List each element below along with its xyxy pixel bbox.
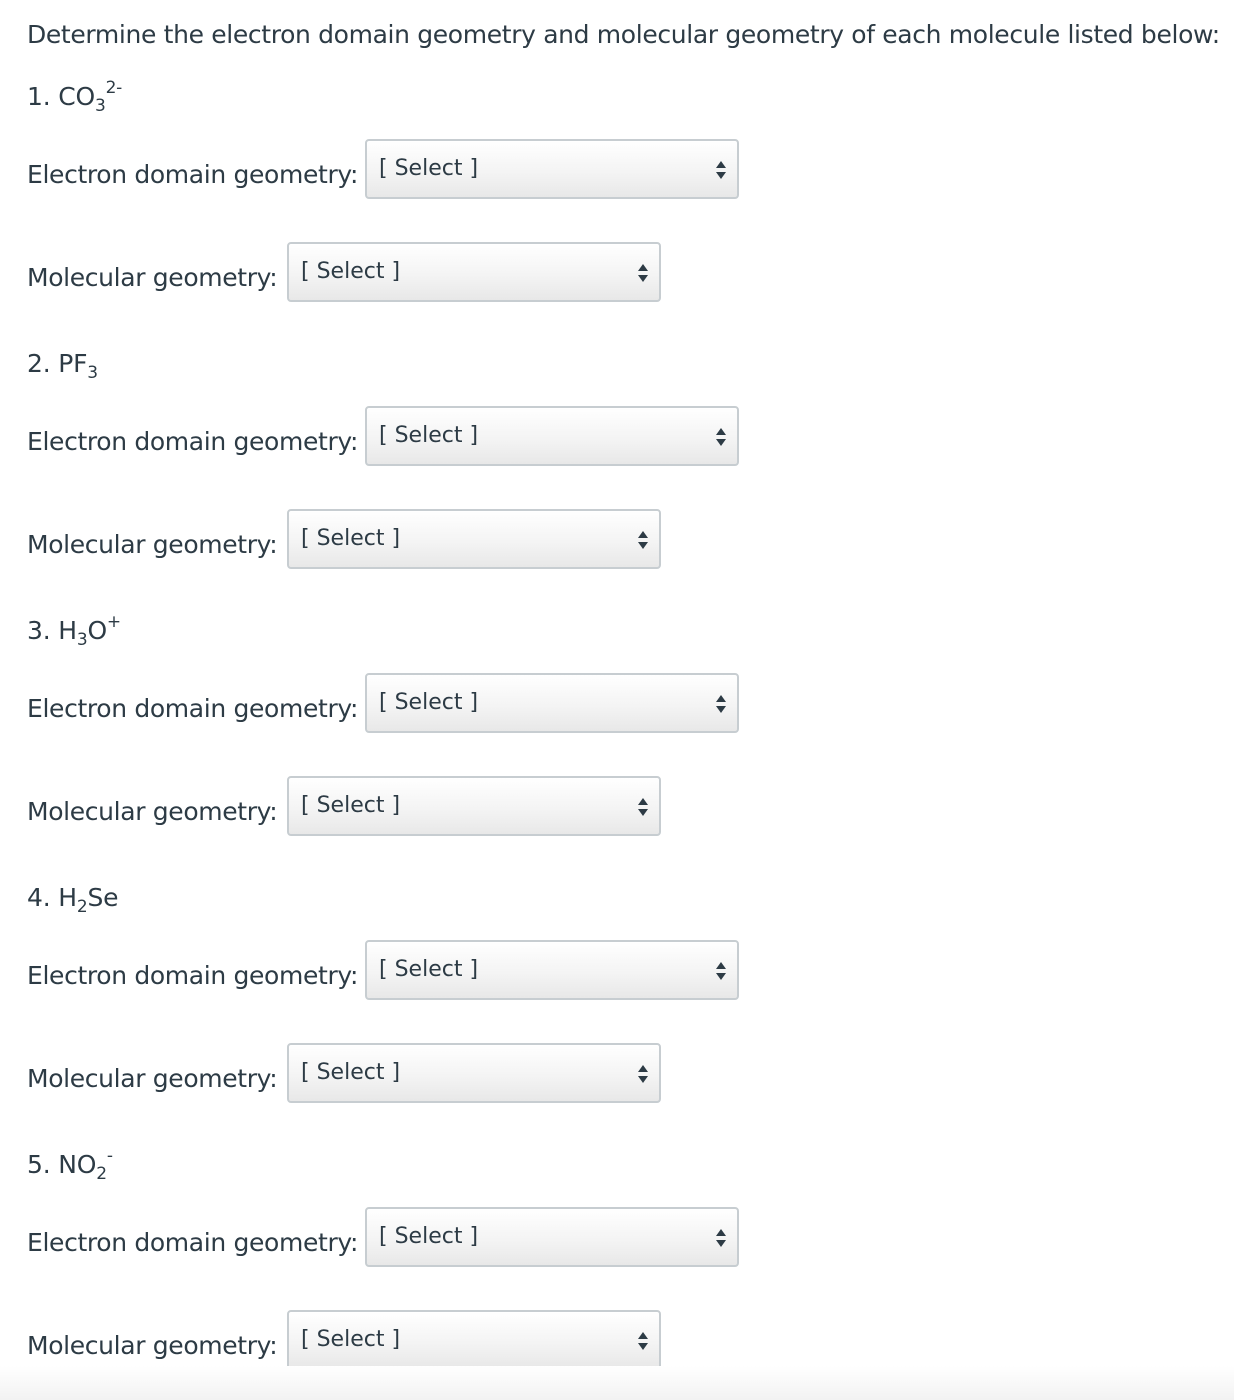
formula-subscript: 3 [87,363,98,383]
molecule-title [27,1146,113,1184]
molecule-title [27,349,98,383]
electron-domain-label: Electron domain geometry: [27,1228,359,1257]
electron-domain-select[interactable] [365,1207,739,1267]
molecule-formula [58,349,98,383]
formula-text: Se [87,883,119,912]
molecule-formula [58,1146,113,1184]
formula-text: O [87,616,107,645]
molecular-geometry-label: Molecular geometry: [27,530,278,559]
molecule-formula [58,883,119,917]
molecule-title [27,883,119,917]
electron-domain-select[interactable] [365,940,739,1000]
formula-superscript: 2- [105,78,123,98]
select-value: [ Select ] [379,156,479,181]
select-value: [ Select ] [301,793,401,818]
question-instruction: Determine the electron domain geometry and molecular geometry of each molecule listed below: [27,20,1220,49]
formula-text: H [58,616,77,645]
molecular-geometry-select[interactable] [287,776,661,836]
molecular-geometry-select[interactable] [287,1310,661,1370]
formula-text: CO [58,82,95,111]
formula-subscript: 2 [76,897,88,917]
electron-domain-select[interactable] [365,406,739,466]
up-down-caret-icon [637,1331,649,1351]
up-down-caret-icon [637,263,649,283]
up-down-caret-icon [637,530,649,550]
molecule-number: 5. [27,1150,51,1179]
molecule-number: 4. [27,883,51,912]
molecular-geometry-label: Molecular geometry: [27,1064,278,1093]
electron-domain-select[interactable] [365,673,739,733]
up-down-caret-icon [715,961,727,981]
molecular-geometry-select[interactable] [287,1043,661,1103]
molecule-number: 2. [27,349,51,378]
formula-superscript: + [106,612,121,632]
formula-subscript: 3 [76,630,88,650]
select-value: [ Select ] [301,259,401,284]
molecular-geometry-select[interactable] [287,509,661,569]
up-down-caret-icon [715,694,727,714]
select-value: [ Select ] [301,526,401,551]
molecule-number: 1. [27,82,51,111]
molecule-title [27,612,121,650]
molecule-formula [58,612,121,650]
molecular-geometry-select[interactable] [287,242,661,302]
formula-text: H [58,883,77,912]
electron-domain-label: Electron domain geometry: [27,160,359,189]
up-down-caret-icon [637,797,649,817]
up-down-caret-icon [715,427,727,447]
select-value: [ Select ] [379,423,479,448]
molecule-title [27,78,123,116]
molecular-geometry-label: Molecular geometry: [27,263,278,292]
select-value: [ Select ] [379,1224,479,1249]
select-value: [ Select ] [301,1327,401,1352]
electron-domain-label: Electron domain geometry: [27,961,359,990]
up-down-caret-icon [637,1064,649,1084]
up-down-caret-icon [715,160,727,180]
select-value: [ Select ] [301,1060,401,1085]
formula-superscript: - [106,1146,113,1166]
formula-text: PF [58,349,88,378]
molecule-formula [58,78,123,116]
select-value: [ Select ] [379,957,479,982]
up-down-caret-icon [715,1228,727,1248]
molecular-geometry-label: Molecular geometry: [27,1331,278,1360]
electron-domain-select[interactable] [365,139,739,199]
formula-subscript: 2 [96,1164,107,1184]
molecular-geometry-label: Molecular geometry: [27,797,278,826]
molecule-number: 3. [27,616,51,645]
formula-subscript: 3 [94,96,106,116]
select-value: [ Select ] [379,690,479,715]
bottom-fade [0,1366,1234,1400]
electron-domain-label: Electron domain geometry: [27,694,359,723]
electron-domain-label: Electron domain geometry: [27,427,359,456]
formula-text: NO [58,1150,97,1179]
